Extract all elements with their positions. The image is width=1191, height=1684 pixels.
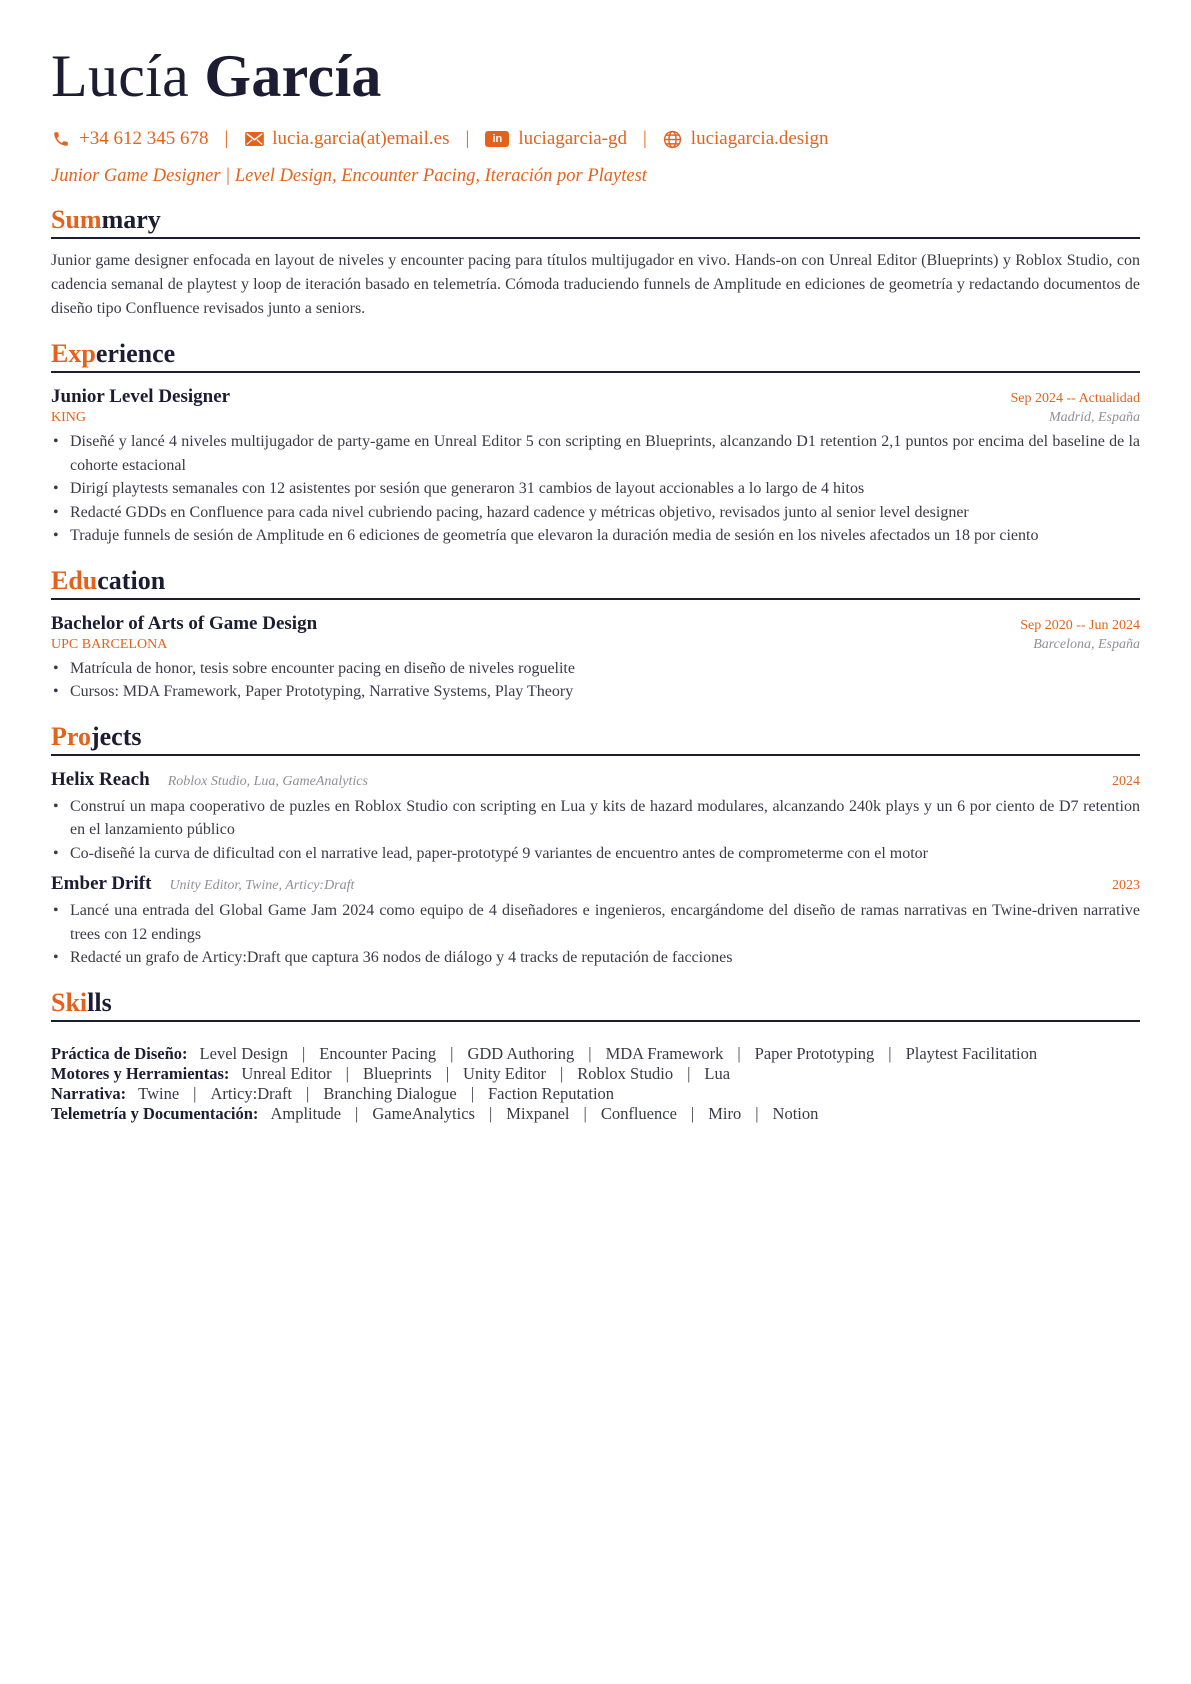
skill-separator: | (470, 1083, 474, 1103)
skill-category-label: Práctica de Diseño: (51, 1043, 188, 1063)
skill-separator: | (445, 1063, 450, 1083)
last-name: García (204, 43, 382, 109)
project-tech: Unity Editor, Twine, Articy:Draft (169, 878, 355, 893)
job-dates: Sep 2024 -- Actualidad (1010, 391, 1140, 406)
bullet-item: • Cursos: MDA Framework, Paper Prototyping, Narrative Systems, Play Theory (51, 680, 1140, 704)
section-title-accent: Exp (51, 339, 96, 368)
education-bullets (51, 657, 1140, 704)
skill-item: Blueprints (362, 1063, 432, 1083)
contact-separator: | (642, 128, 647, 149)
job-title: Junior Level Designer (51, 386, 231, 407)
globe-icon (663, 129, 683, 149)
school-location: Barcelona, España (1033, 636, 1140, 652)
skill-item: Amplitude (270, 1103, 342, 1123)
project-name: Ember Drift (51, 873, 152, 894)
skill-item: Unreal Editor (241, 1063, 332, 1083)
section-title-education (51, 565, 1140, 600)
skill-category-label: Motores y Herramientas: (51, 1063, 230, 1083)
company-name: KING (51, 410, 86, 425)
section-title-summary (51, 207, 1140, 239)
skill-item: Encounter Pacing (319, 1043, 437, 1063)
skill-item: Articy:Draft (210, 1083, 293, 1103)
skill-separator: | (559, 1063, 564, 1083)
summary-text: Junior game designer enfocada en layout de niveles y encounter pacing para títulos multijugador en vivo. Hands-on con Unreal Editor (Blueprints) y Roblox Studio, con cadencia semanal de playtest y loop de iteración basado en telemetría. Cómoda traduciendo funnels de Amplitude en ediciones de geometría y redactando documentos de diseño tipo Confluence revisados junto a seniors. (51, 252, 1140, 317)
bullet-item: • Traduje funnels de sesión de Amplitude en 6 ediciones de geometría que elevaron la duración media de sesión en los niveles afectados un 18 por ciento (51, 524, 1140, 548)
bullet-item: • Construí un mapa cooperativo de puzles en Roblox Studio con scripting en Lua y kits de hazard modulares, alcanzando 240k plays y un 6 por ciento de D7 retention en el lanzamiento público (51, 795, 1140, 842)
project-year: 2023 (1112, 878, 1140, 893)
job-bullets (51, 430, 1140, 548)
education-section (51, 565, 1140, 704)
contact-separator: | (224, 128, 229, 149)
section-title-rest: cation (97, 565, 166, 595)
skill-item: Unity Editor (463, 1063, 546, 1083)
skill-item: Level Design (199, 1043, 288, 1063)
skill-separator: | (755, 1103, 759, 1123)
skill-item: Mixpanel (506, 1103, 570, 1123)
skill-separator: | (888, 1043, 892, 1063)
education-dates: Sep 2020 -- Jun 2024 (1020, 617, 1140, 633)
phone-text: +34 612 345 678 (79, 128, 209, 149)
section-title-accent: Pro (51, 721, 91, 751)
projects-section (51, 721, 1140, 970)
skill-item: Faction Reputation (488, 1083, 615, 1103)
contact-email[interactable] (244, 128, 449, 150)
skills-list (51, 1044, 1140, 1124)
bullet-item: • Redacté GDDs en Confluence para cada nivel cubriendo pacing, hazard cadence y métricas objetivo, revisados junto al senior level designer (51, 501, 1140, 525)
contact-linkedin[interactable] (485, 128, 627, 150)
skill-category-label: Narrativa: (51, 1083, 127, 1103)
summary-section (51, 207, 1140, 321)
section-title-rest: jects (90, 721, 142, 751)
skill-item: Notion (772, 1103, 819, 1123)
contact-website[interactable] (663, 128, 829, 150)
skill-item: Confluence (600, 1103, 677, 1123)
skill-separator: | (193, 1083, 197, 1103)
section-title-accent: Edu (51, 565, 98, 595)
skill-item: Lua (704, 1063, 731, 1083)
skill-item: Branching Dialogue (323, 1083, 457, 1103)
skill-item: MDA Framework (605, 1043, 724, 1063)
skill-separator: | (583, 1103, 587, 1123)
section-title-rest: lls (87, 987, 112, 1017)
skill-separator: | (588, 1043, 592, 1063)
skill-item: Paper Prototyping (754, 1043, 875, 1063)
contact-bar (51, 127, 1140, 151)
bullet-item: • Diseñé y lancé 4 niveles multijugador de party-game en Unreal Editor 5 con scripting en Blueprints, alcanzando D1 retention 2,1 puntos por encima del baseline de la cohorte estacional (51, 430, 1140, 477)
section-title-accent: Sum (51, 205, 102, 234)
skill-item: GameAnalytics (372, 1103, 475, 1123)
skill-row (51, 1084, 1140, 1104)
skill-separator: | (345, 1063, 349, 1083)
project-year: 2024 (1112, 773, 1140, 789)
skill-separator: | (450, 1043, 454, 1063)
section-title-accent: Ski (51, 987, 88, 1017)
skills-section (51, 987, 1140, 1124)
skill-separator: | (690, 1103, 695, 1123)
project-bullets (51, 899, 1140, 970)
skill-item: Twine (138, 1083, 180, 1103)
skill-row (51, 1064, 1140, 1084)
linkedin-icon: in (485, 131, 509, 147)
website-text: luciagarcia.design (690, 128, 829, 149)
project-bullets (51, 795, 1140, 866)
skill-item: Roblox Studio (577, 1063, 674, 1083)
project-name: Helix Reach (51, 768, 150, 790)
linkedin-text: luciagarcia-gd (518, 128, 627, 149)
school-name: UPC BARCELONA (51, 636, 168, 652)
bullet-item: • Matrícula de honor, tesis sobre encounter pacing en diseño de niveles roguelite (51, 657, 1140, 681)
skill-separator: | (306, 1083, 310, 1103)
skill-row (51, 1044, 1140, 1064)
project-entry (51, 873, 1140, 970)
email-icon (244, 129, 264, 149)
candidate-name (51, 43, 1140, 109)
degree-title: Bachelor of Arts of Game Design (51, 612, 318, 634)
contact-phone[interactable] (51, 128, 208, 150)
section-title-skills (51, 987, 1140, 1022)
project-tech: Roblox Studio, Lua, GameAnalytics (167, 773, 368, 789)
job-location: Madrid, España (1049, 410, 1140, 425)
tagline: Junior Game Designer | Level Design, Encounter Pacing, Iteración por Playtest (51, 166, 647, 186)
section-title-rest: erience (95, 339, 176, 368)
section-title-projects (51, 721, 1140, 756)
phone-icon (51, 129, 71, 149)
skill-row (51, 1104, 1140, 1124)
skill-category-label: Telemetría y Documentación: (51, 1103, 259, 1123)
skill-item: Playtest Facilitation (905, 1043, 1038, 1063)
skill-separator: | (355, 1103, 359, 1123)
skill-item: Miro (708, 1103, 742, 1123)
skill-item: GDD Authoring (467, 1043, 575, 1063)
bullet-item: • Co-diseñé la curva de dificultad con el narrative lead, paper-prototypé 9 variantes de encuentro antes de comprometerme con el motor (51, 842, 1140, 866)
skill-separator: | (488, 1103, 493, 1123)
section-title-experience (51, 341, 1140, 373)
bullet-item: • Lancé una entrada del Global Game Jam 2024 como equipo de 4 diseñadores e ingenieros, encargándome del diseño de ramas narrativas en Twine-driven narrative trees con 12 endings (51, 899, 1140, 946)
bullet-item: • Redacté un grafo de Articy:Draft que captura 36 nodos de diálogo y 4 tracks de reputación de facciones (51, 946, 1140, 970)
email-text: lucia.garcia(at)email.es (272, 128, 450, 149)
experience-section (51, 341, 1140, 548)
contact-separator: | (465, 128, 470, 149)
education-entry (51, 613, 1140, 704)
skill-separator: | (687, 1063, 691, 1083)
section-title-rest: mary (101, 205, 161, 234)
skill-separator: | (301, 1043, 306, 1063)
first-name: Lucía (51, 43, 190, 109)
skill-separator: | (737, 1043, 741, 1063)
experience-entry (51, 386, 1140, 548)
project-entry (51, 769, 1140, 866)
bullet-item: • Dirigí playtests semanales con 12 asistentes por sesión que generaron 31 cambios de layout accionables a lo largo de 4 hitos (51, 477, 1140, 501)
